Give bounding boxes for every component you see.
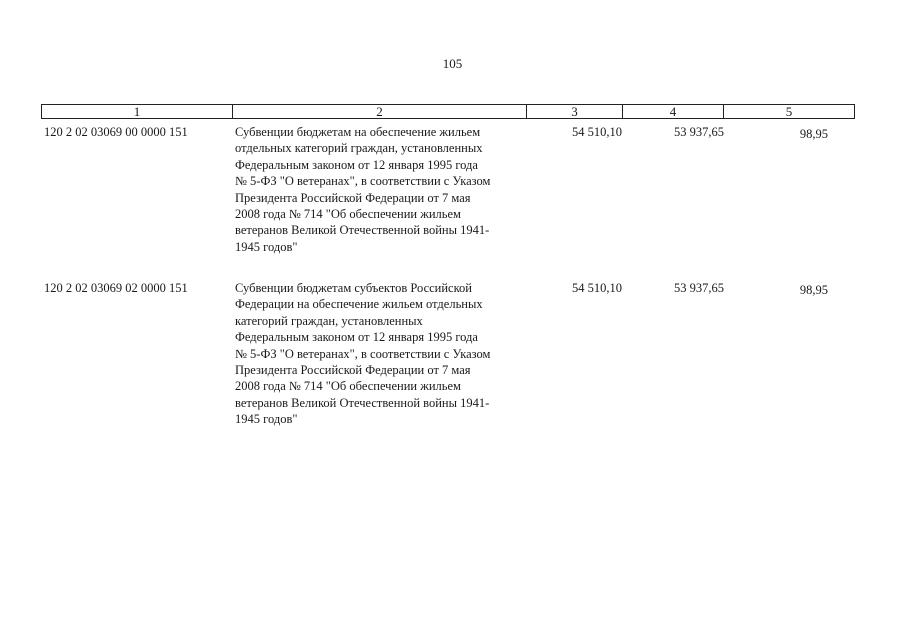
description-line: Президента Российской Федерации от 7 мая [235, 190, 471, 205]
budget-code: 120 2 02 03069 00 0000 151 [44, 125, 188, 139]
header-col-1: 1 [42, 105, 233, 118]
header-col-2: 2 [233, 105, 527, 118]
row-description [235, 280, 535, 428]
description-line: 2008 года № 714 "Об обеспечении жильем [235, 379, 461, 394]
description-line: категорий граждан, установленных [235, 313, 423, 328]
description-line: № 5-ФЗ "О ветеранах", в соответствии с Указом [235, 174, 491, 189]
budget-code: 120 2 02 03069 02 0000 151 [44, 281, 188, 295]
description-line: Президента Российской Федерации от 7 мая [235, 363, 471, 378]
description-line: Федеральным законом от 12 января 1995 года [235, 330, 478, 345]
value-col-4: 53 937,65 [674, 125, 724, 139]
header-col-4: 4 [623, 105, 724, 118]
description-line: Федеральным законом от 12 января 1995 года [235, 157, 478, 172]
value-col-3: 54 510,10 [572, 125, 622, 139]
value-col-5: 98,95 [799, 283, 828, 297]
row-description [235, 124, 535, 255]
description-line: 2008 года № 714 "Об обеспечении жильем [235, 207, 461, 222]
description-line: Субвенции бюджетам на обеспечение жильем [235, 125, 481, 139]
description-line: Субвенции бюджетам субъектов Российской [235, 281, 472, 295]
description-line: ветеранов Великой Отечественной войны 1941- [235, 395, 490, 410]
value-col-3: 54 510,10 [572, 281, 622, 295]
description-line: 1945 годов" [235, 239, 298, 254]
value-col-5: 98,95 [799, 127, 828, 141]
table-header [41, 104, 855, 119]
header-col-3: 3 [527, 105, 623, 118]
header-col-5: 5 [785, 104, 793, 119]
description-line: ветеранов Великой Отечественной войны 1941- [235, 223, 490, 238]
description-line: Федерации на обеспечение жильем отдельных [235, 297, 483, 312]
value-col-4: 53 937,65 [674, 281, 724, 295]
description-line: 1945 годов" [235, 412, 298, 427]
description-line: № 5-ФЗ "О ветеранах", в соответствии с Указом [235, 346, 491, 361]
description-line: отдельных категорий граждан, установленных [235, 141, 483, 156]
page-number: 105 [442, 56, 463, 71]
